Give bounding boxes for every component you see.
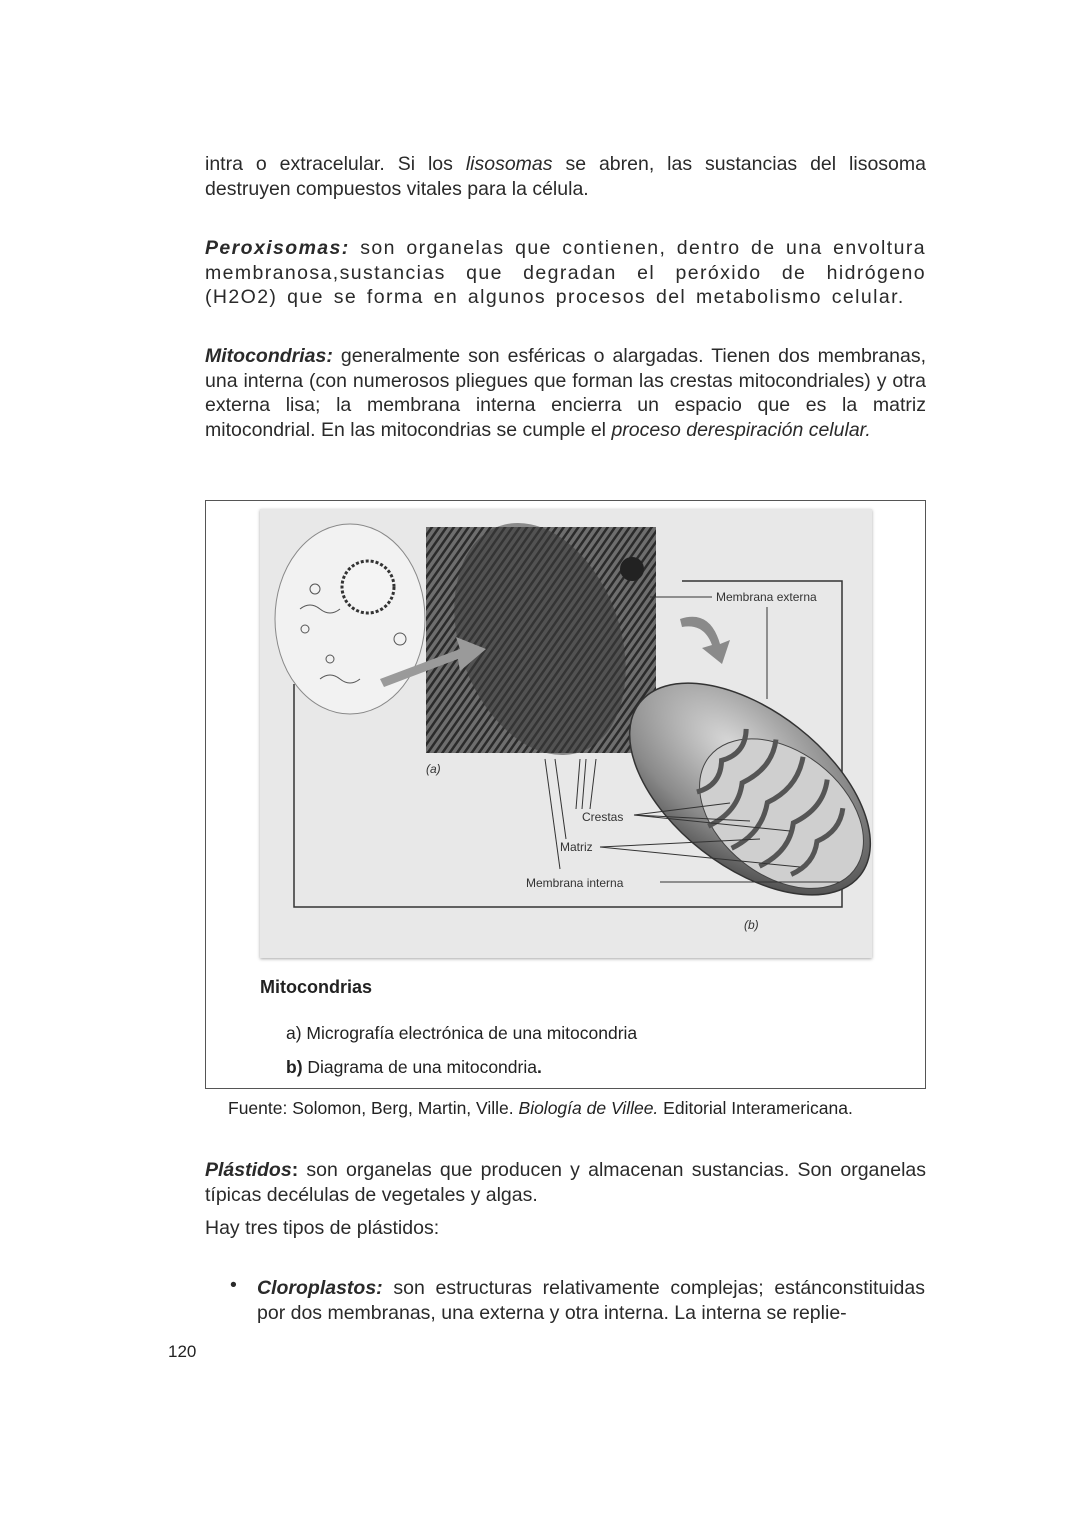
figure-caption-a: a) Micrografía electrónica de una mitocondria (286, 1023, 638, 1043)
bullet-cloroplastos: Cloroplastos: son estructuras relativamente complejas; estánconstituidas por dos membranas, una externa y otra interna. La interna se replie- (257, 1277, 925, 1324)
paragraph-mitocondrias: Mitocondrias: generalmente son esféricas o alargadas. Tienen dos membranas, una interna (con numerosos pliegues que forman las crestas mitocondriales) y otra externa lisa; la membrana interna encierra un espacio que es la matriz mitocondrial. En las mitocondrias se cumple el proceso derespiración celular. (205, 345, 926, 441)
label-b: (b) (744, 918, 759, 932)
label-matriz: Matriz (560, 840, 593, 854)
label-a: (a) (426, 762, 441, 776)
paragraph-plastidos: Plástidos: son organelas que producen y almacenan sustancias. Son organelas típicas decélulas de vegetales y algas. (205, 1159, 926, 1206)
paragraph-tipos-plastidos: Hay tres tipos de plástidos: (205, 1217, 440, 1239)
page-number: 120 (168, 1342, 197, 1361)
term-mitocondrias: Mitocondrias: (205, 345, 333, 367)
paragraph-lisosomas: intra o extracelular. Si los lisosomas se abren, las sustancias del lisosoma destruyen compuestos vitales para la célula. (205, 153, 926, 200)
paragraph-peroxisomas: Peroxisomas: son organelas que contienen, dentro de una envoltura membranosa,sustancias que degradan el peróxido de hidrógeno (H2O2) que se forma en algunos procesos del metabolismo celular. (205, 237, 926, 309)
term-plastidos: Plástidos (205, 1159, 292, 1181)
mitochondria-figure-image (260, 509, 872, 958)
bullet-symbol: • (230, 1274, 237, 1296)
term-peroxisomas: Peroxisomas: (205, 237, 350, 259)
figure-source: Fuente: Solomon, Berg, Martin, Ville. Biología de Villee. Editorial Interamericana. (228, 1098, 853, 1118)
term-cloroplastos: Cloroplastos: (257, 1277, 383, 1299)
figure-caption-b: b) Diagrama de una mitocondria. (286, 1057, 542, 1077)
label-membrana-interna: Membrana interna (526, 876, 624, 890)
label-membrana-externa: Membrana externa (716, 590, 817, 604)
mitochondria-illustration (260, 509, 872, 958)
figure-title: Mitocondrias (260, 977, 373, 997)
label-crestas: Crestas (582, 810, 624, 824)
figure-box (205, 500, 926, 1089)
